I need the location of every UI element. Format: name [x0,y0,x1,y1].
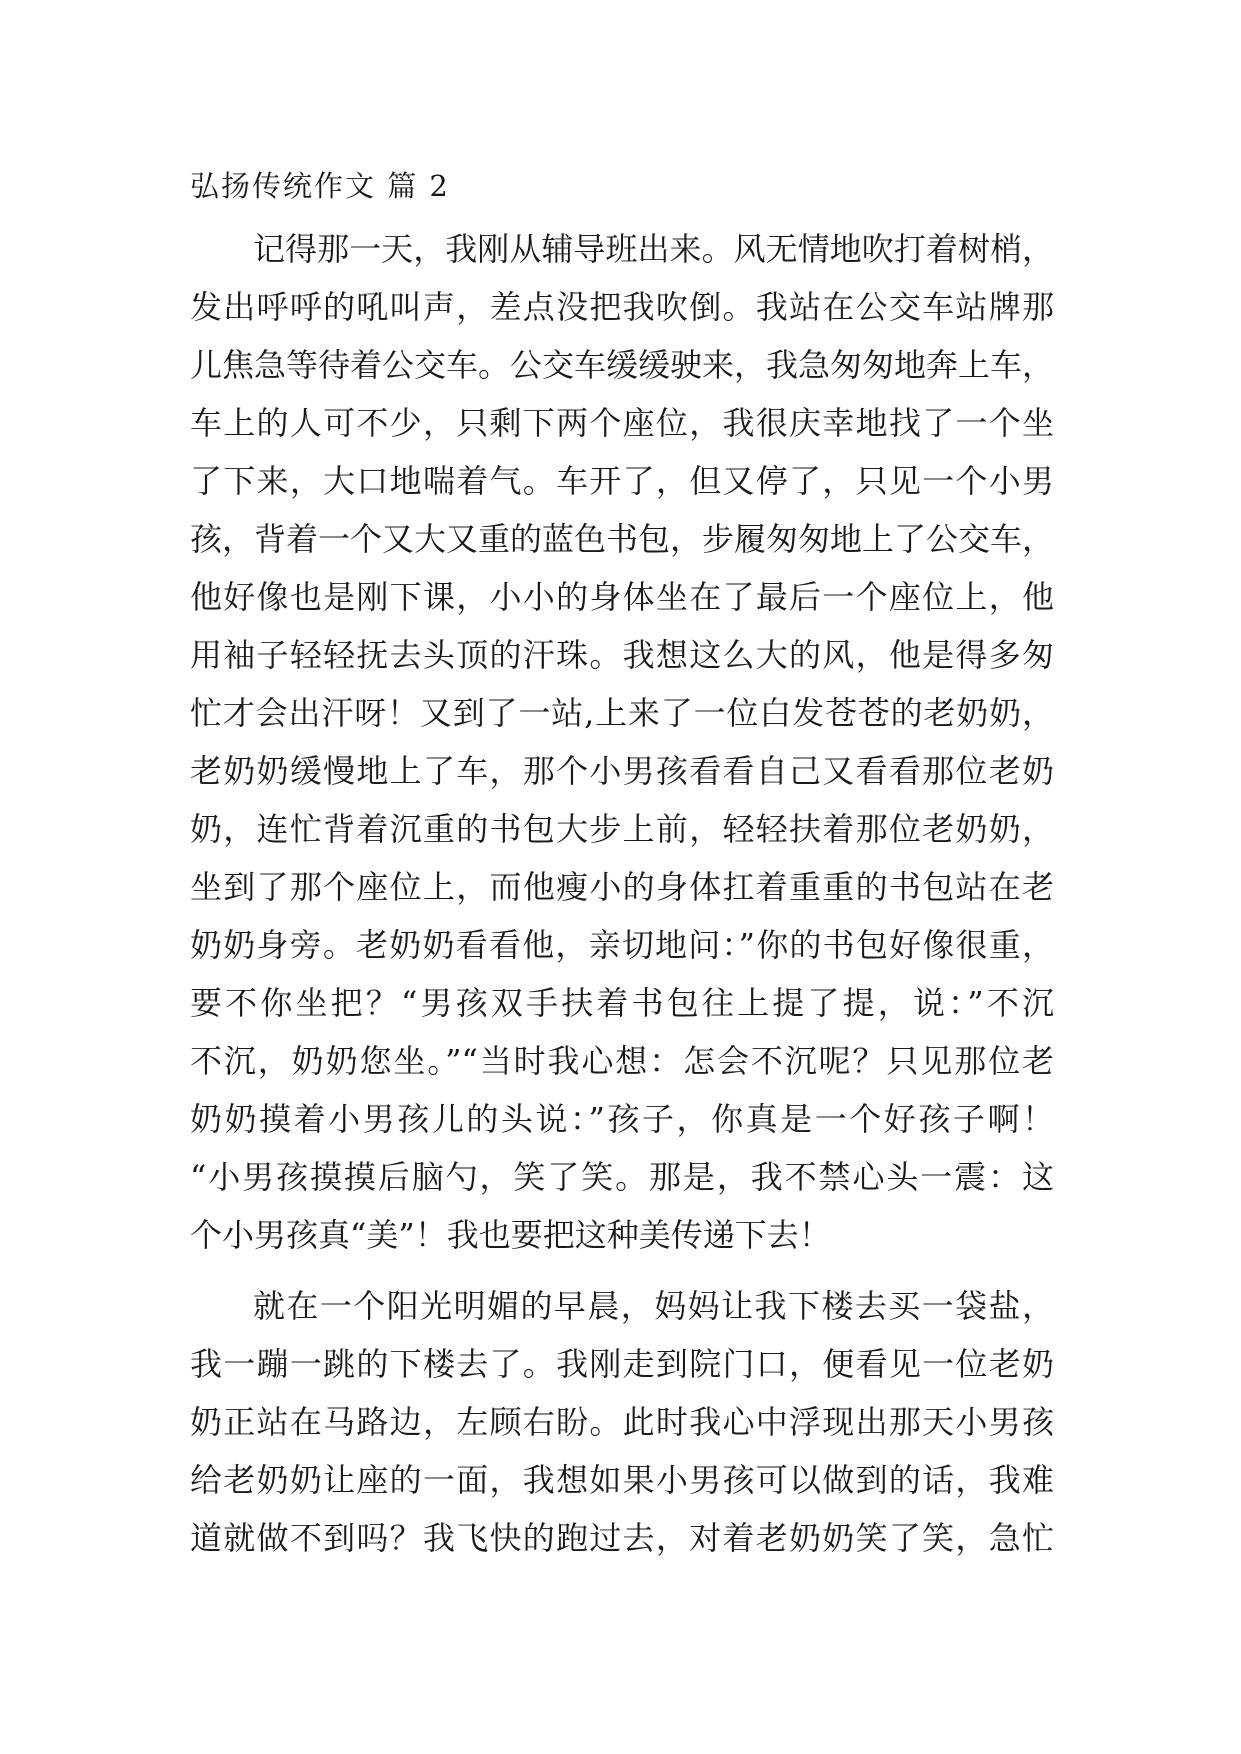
paragraph-1-line-14: 要不你坐把？“男孩双手扶着书包往上提了提，说：”不沉 [190,984,1054,1022]
paragraph-2-line-3: 奶正站在马路边，左顾右盼。此时我心中浮现出那天小男孩 [190,1403,1054,1441]
paragraph-2-line-2: 我一蹦一跳的下楼去了。我刚走到院门口，便看见一位老奶 [190,1345,1054,1383]
paragraph-1-line-12: 坐到了那个座位上，而他瘦小的身体扛着重重的书包站在老 [190,868,1054,906]
paragraph-1-line-17: “小男孩摸摸后脑勺，笑了笑。那是，我不禁心头一震：这 [190,1158,1054,1196]
paragraph-1-line-15: 不沉，奶奶您坐。”“当时我心想：怎会不沉呢？只见那位老 [190,1042,1054,1080]
paragraph-1-line-5: 了下来，大口地喘着气。车开了，但又停了，只见一个小男 [190,462,1054,500]
paragraph-1-line-11: 奶，连忙背着沉重的书包大步上前，轻轻扶着那位老奶奶， [190,810,1054,848]
paragraph-1-line-7: 他好像也是刚下课，小小的身体坐在了最后一个座位上，他 [190,578,1054,616]
paragraph-2-line-4: 给老奶奶让座的一面，我想如果小男孩可以做到的话，我难 [190,1461,1054,1499]
paragraph-1-line-8: 用袖子轻轻抚去头顶的汗珠。我想这么大的风，他是得多匆 [190,636,1054,674]
paragraph-1-line-10: 老奶奶缓慢地上了车，那个小男孩看看自己又看看那位老奶 [190,752,1054,790]
paragraph-1-line-2: 发出呼呼的吼叫声，差点没把我吹倒。我站在公交车站牌那 [190,288,1054,326]
document-title: 弘扬传统作文 篇 2 [190,169,450,203]
paragraph-1-line-3: 儿焦急等待着公交车。公交车缓缓驶来，我急匆匆地奔上车， [190,346,1055,384]
paragraph-1-line-18: 个小男孩真“美”！我也要把这种美传递下去！ [190,1216,831,1254]
paragraph-2-line-1: 就在一个阳光明媚的早晨，妈妈让我下楼去买一袋盐， [253,1287,1054,1325]
paragraph-2-line-5: 道就做不到吗？我飞快的跑过去，对着老奶奶笑了笑，急忙 [190,1519,1054,1557]
paragraph-1-line-9: 忙才会出汗呀！又到了一站,上来了一位白发苍苍的老奶奶， [190,694,1054,732]
paragraph-1-line-6: 孩，背着一个又大又重的蓝色书包，步履匆匆地上了公交车， [190,520,1055,558]
paragraph-1-line-1: 记得那一天，我刚从辅导班出来。风无情地吹打着树梢， [253,230,1054,268]
paragraph-1-line-13: 奶奶身旁。老奶奶看看他，亲切地问：”你的书包好像很重， [190,926,1054,964]
paragraph-1-line-16: 奶奶摸着小男孩儿的头说：”孩子，你真是一个好孩子啊！ [190,1100,1054,1138]
paragraph-1-line-4: 车上的人可不少，只剩下两个座位，我很庆幸地找了一个坐 [190,404,1054,442]
